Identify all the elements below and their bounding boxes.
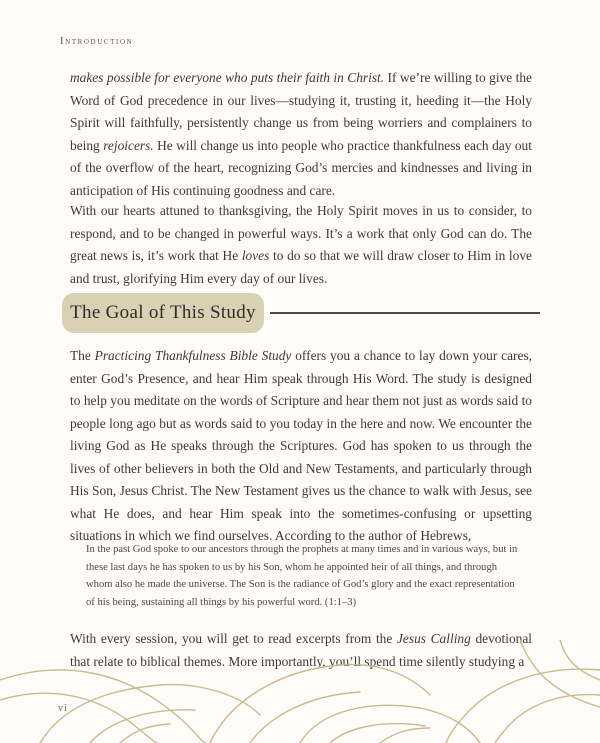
- paragraph-4-italic-title: Jesus Calling: [396, 631, 471, 646]
- paragraph-1: [70, 67, 532, 202]
- paragraph-1-italic-lead: makes possible for everyone who puts their faith in Christ.: [70, 70, 385, 85]
- section-rule: [270, 312, 540, 314]
- paragraph-4-text-b: devotional that relate to biblical themes. More importantly, you’ll spend time silently studying a: [70, 631, 532, 669]
- paragraph-4-text-a: With every session, you will get to read excerpts from the: [70, 631, 397, 646]
- paragraph-1-italic-word: rejoicers.: [103, 137, 154, 153]
- running-head: Introduction: [60, 36, 134, 47]
- paragraph-2-text-b: to do so that we will draw closer to Him in love and trust, glorifying Him every day of our lives.: [70, 248, 532, 286]
- paragraph-2-text-a: With our hearts attuned to thanksgiving, the Holy Spirit moves in us to consider, to respond, and to be changed in powerful ways. It’s a work that only God can do. The great news is, it’s work that He: [70, 203, 532, 263]
- paragraph-3-text-b: offers you a chance to lay down your cares, enter God’s Presence, and hear Him speak through His Word. The study is designed to help you meditate on the words of Scripture and hear them not just as words said to people long ago but as words said to you today in the here and now. We encounter the living God as He speaks through the Scriptures. God has spoken to us through the lives of other believers in both the Old and New Testaments, and particularly through His Son, Jesus Christ. The New Testament gives us the chance to walk with Jesus, see what He does, and hear Him speak into the sometimes-confusing or upsetting situations in which we find ourselves. According to the author of Hebrews,: [70, 348, 532, 543]
- paragraph-1-text-b: He will change us into people who practice thankfulness each day out of the overflow of the heart, recognizing God’s mercies and kindnesses and living in anticipation of His continuing goodness and care.: [70, 137, 532, 198]
- page-number: vi: [58, 703, 68, 714]
- leaf-ornament-icon: [0, 640, 600, 743]
- paragraph-1-text-a: If we’re willing to give the Word of God precedence in our lives—studying it, trusting it, heeding it—the Holy Spirit will faithfully, persistently change us from being worriers and complainers to being: [70, 70, 532, 153]
- paragraph-2: [70, 200, 532, 290]
- section-heading: [62, 293, 540, 333]
- paragraph-2-italic-word: loves: [241, 248, 270, 263]
- section-badge: [62, 293, 264, 333]
- paragraph-3-italic-title: Practicing Thankfulness Bible Study: [94, 348, 292, 363]
- paragraph-3-text-a: The: [70, 348, 95, 363]
- block-quote: In the past God spoke to our ancestors through the prophets at many times and in various ways, but in these last days he has spoken to us by his Son, whom he appointed heir of all things, and through whom also he made the universe. The Son is the radiance of God’s glory and the exact representation of his being, sustaining all things by his powerful word. (1:1–3): [86, 544, 518, 608]
- paragraph-3: [70, 345, 532, 548]
- section-title: The Goal of This Study: [70, 302, 256, 323]
